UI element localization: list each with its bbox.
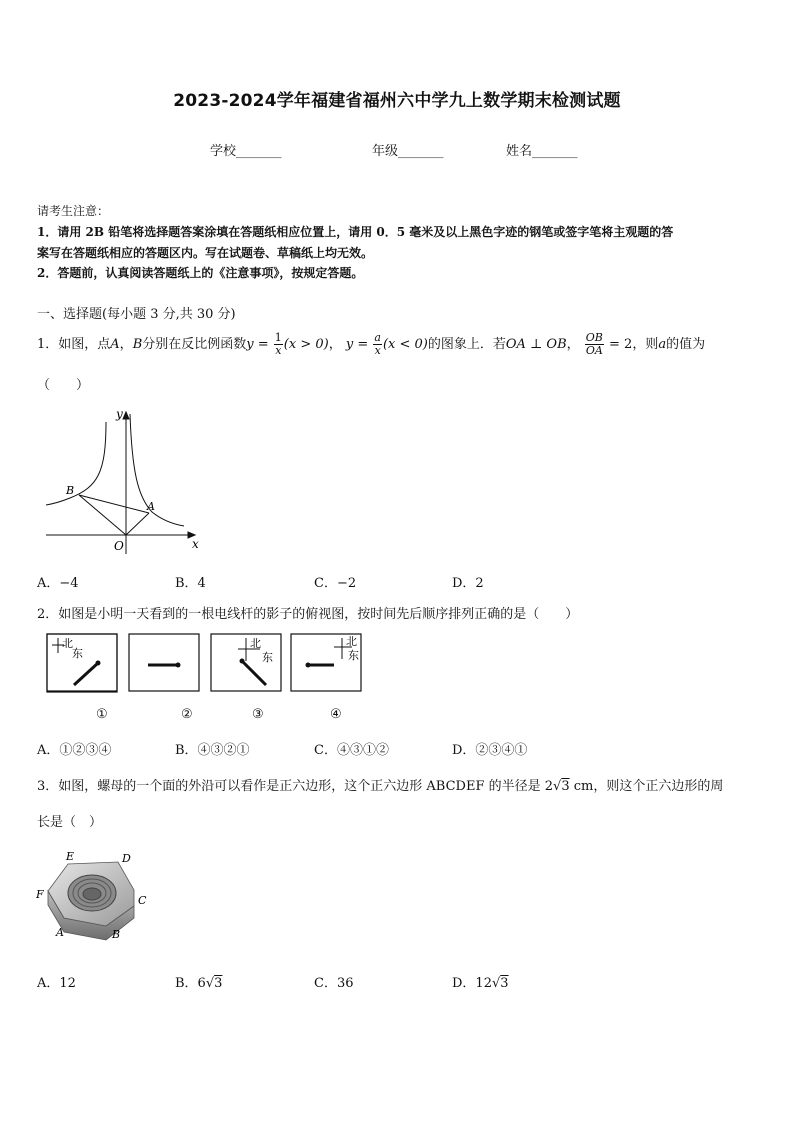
q2-option-c[interactable]: C．④③①② (314, 743, 389, 758)
q1-option-d[interactable]: D．2 (452, 576, 484, 591)
q2-option-a[interactable]: A．①②③④ (37, 743, 112, 758)
question-2-text: 2．如图是小明一天看到的一根电线杆的影子的俯视图，按时间先后顺序排列正确的是（ ） (37, 607, 579, 622)
q3-option-c[interactable]: C．36 (314, 976, 354, 991)
q1-hyperbola-figure (40, 402, 210, 560)
north-label: 北 (62, 637, 73, 650)
vertex-D-label: D (122, 852, 131, 865)
q2-label-2: ② (181, 707, 193, 722)
fig1-point-B-label: B (66, 484, 75, 497)
school-field: 学校_______ (210, 144, 282, 159)
shadow-box-4 (290, 633, 362, 693)
question-3-line-2: 长是（ ） (37, 815, 103, 830)
east-label: 东 (262, 651, 273, 664)
notice-line-1: 1．请用 2B 铅笔将选择题答案涂填在答题纸相应位置上，请用 0．5 毫米及以上黑色字迹的钢笔或签字笔将主观题的答 (37, 225, 674, 239)
q2-label-3: ③ (252, 707, 264, 722)
y-axis-arrow (123, 412, 129, 419)
sqrt-symbol: √ (553, 779, 562, 794)
q2-option-d[interactable]: D．②③④① (452, 743, 528, 758)
fraction-a-over-x: $\frac{a}{x}$ (374, 331, 381, 357)
shadow-3 (242, 661, 266, 685)
fig1-origin-label: O (114, 539, 124, 553)
q3-option-a[interactable]: A．12 (37, 976, 76, 991)
vertex-B-label: B (112, 928, 121, 941)
notice-line-2: 案写在答题纸相应的答题区内。写在试题卷、草稿纸上均无效。 (37, 246, 374, 260)
section-heading: 一、选择题(每小题 3 分,共 30 分) (37, 307, 236, 322)
q2-label-1: ① (96, 707, 108, 722)
question-3-text: 3．如图，螺母的一个面的外沿可以看作是正六边形，这个正六边形 ABCDEF 的半径是 2√3 cm，则这个正六边形的周 (37, 779, 724, 794)
q3-option-b[interactable]: B．6√3 (175, 976, 223, 991)
vertex-E-label: E (66, 850, 75, 863)
segment-OA (126, 513, 149, 535)
east-label: 东 (348, 649, 359, 662)
fig1-x-label: x (192, 537, 199, 551)
shadow-box-2 (128, 633, 200, 693)
fraction-1-over-x: $\frac{1}{x}$ (274, 331, 282, 357)
q2-option-b[interactable]: B．④③②① (175, 743, 250, 758)
grade-field: 年级_______ (372, 144, 444, 159)
q3-hex-nut-figure (36, 848, 156, 950)
vertex-F-label: F (36, 888, 44, 901)
fig1-point-A-label: A (147, 500, 155, 513)
right-branch-curve (130, 414, 184, 526)
vertex-C-label: C (138, 894, 147, 907)
shadow-box-1 (46, 633, 118, 693)
north-label: 北 (346, 635, 357, 648)
north-label: 北 (250, 637, 261, 650)
question-1-text: 1．如图，点A，B分别在反比例函数y = $\frac{1}{x}$ (x > 0)， y = $\frac{a}{x}$ (x < 0)的图象上．若OA ⊥ OB， $\frac{OB}{OA}$ = 2，则a的值为 (37, 331, 706, 357)
left-branch-curve (46, 422, 106, 505)
shadow-box-3 (210, 633, 282, 693)
page-title: 2023-2024学年福建省福州六中学九上数学期末检测试题 (173, 91, 621, 111)
question-1-paren: （ ） (37, 378, 90, 393)
east-label: 东 (72, 647, 83, 660)
q3-option-d[interactable]: D．12√3 (452, 976, 509, 991)
q2-label-4: ④ (330, 707, 342, 722)
notice-line-3: 2．答题前，认真阅读答题纸上的《注意事项》，按规定答题。 (37, 266, 364, 280)
notice-heading: 请考生注意： (37, 204, 110, 218)
fraction-ob-over-oa: $\frac{OB}{OA}$ (585, 331, 603, 357)
fig1-y-label: y (116, 407, 123, 421)
name-field: 姓名_______ (506, 144, 578, 159)
shadow-1 (74, 663, 98, 685)
q1-option-c[interactable]: C．−2 (314, 576, 357, 591)
vertex-A-label: A (56, 926, 64, 939)
q1-option-b[interactable]: B．4 (175, 576, 206, 591)
q1-option-a[interactable]: A．−4 (37, 576, 79, 591)
